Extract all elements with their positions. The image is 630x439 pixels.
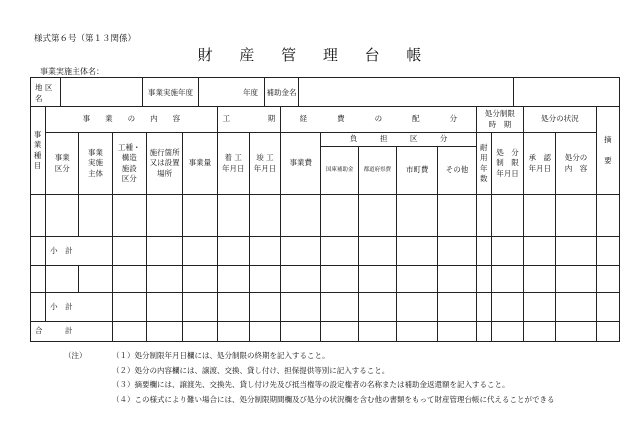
property-ledger-table: [30, 106, 620, 342]
approval-date-header: 承 認 年月日: [524, 133, 556, 195]
project-content-header: 事 業 の 内 容: [46, 107, 217, 133]
prefecture-subsidy-header: 都道府県費: [358, 147, 396, 195]
completion-date-header: 竣 工 年月日: [249, 133, 280, 195]
subtotal-row: [31, 293, 620, 322]
project-quantity-header: 事業量: [183, 133, 217, 195]
work-type-header: 工種・ 構造 施設 区分: [112, 133, 146, 195]
other-header: その他: [438, 147, 476, 195]
district-label: 地 区 名: [31, 78, 61, 107]
period-header: 工 期: [217, 107, 281, 133]
subsidy-name-value[interactable]: [299, 78, 514, 107]
disposal-limit-period-header: 処分制限 時 期: [476, 107, 523, 133]
note-item: （３）摘要欄には、譲渡先、交換先、貸し付け先及び抵当権等の設定権者の名称または補助金返還額を記入すること。: [112, 380, 510, 389]
note-item: （１）処分制限年月日欄には、処分制限の終期を記入すること。: [112, 351, 330, 360]
project-implementer-header: 事業 実施 主体: [79, 133, 112, 195]
city-expense-header: 市町費: [397, 147, 438, 195]
start-date-header: 着 工 年月日: [217, 133, 249, 195]
burden-category-header: 負 担 区 分: [321, 133, 476, 147]
total-row: [31, 322, 620, 342]
subsidy-name-label: 補助金名: [265, 78, 299, 107]
cost-allocation-header: 経 費 の 配 分: [281, 107, 477, 133]
notes: [64, 349, 555, 407]
note-item: （４）この様式により難い場合には、処分制限期間欄及び処分の状況欄を含む他の書類をもって財産管理台帳に代えることができる: [112, 394, 555, 404]
useful-life-header: 耐 用 年 数: [476, 133, 491, 195]
table-row: [31, 266, 620, 293]
construction-site-header: 施行箇所 又は設置 場所: [146, 133, 182, 195]
project-type-header: 事 業 種 目: [31, 107, 46, 195]
project-category-header: 事業 区分: [46, 133, 79, 195]
disposal-content-header: 処分の 内 容: [556, 133, 596, 195]
district-value[interactable]: [61, 78, 143, 107]
implementer-label: 事業実施主体名：: [40, 67, 104, 76]
disposal-limit-date-header: 処 分 制 限 年月日: [491, 133, 523, 195]
project-cost-header: 事業費: [281, 133, 321, 195]
remarks-header: 摘 要: [596, 107, 619, 195]
subtotal-label: 小 計: [46, 237, 113, 266]
national-subsidy-header: 国庫補助金: [321, 147, 358, 195]
note-item: （２）処分の内容欄には、譲渡、交換、貸し付け、担保提供等別に記入すること。: [112, 365, 390, 375]
fiscal-year-label: 事業実施年度: [143, 78, 199, 107]
form-number: 様式第６号（第１３関係）: [34, 34, 137, 44]
disposal-status-header: 処分の状況: [524, 107, 597, 133]
subtotal-label: 小 計: [46, 293, 113, 322]
subtotal-row: [31, 237, 620, 266]
total-label: 合 計: [31, 322, 113, 342]
table-row: [31, 195, 620, 237]
page-title: 財 産 管 理 台 帳: [197, 46, 433, 64]
fiscal-year-value[interactable]: 年度: [199, 78, 265, 107]
notes-lead: （注）: [64, 351, 87, 360]
header-row: [30, 77, 620, 107]
